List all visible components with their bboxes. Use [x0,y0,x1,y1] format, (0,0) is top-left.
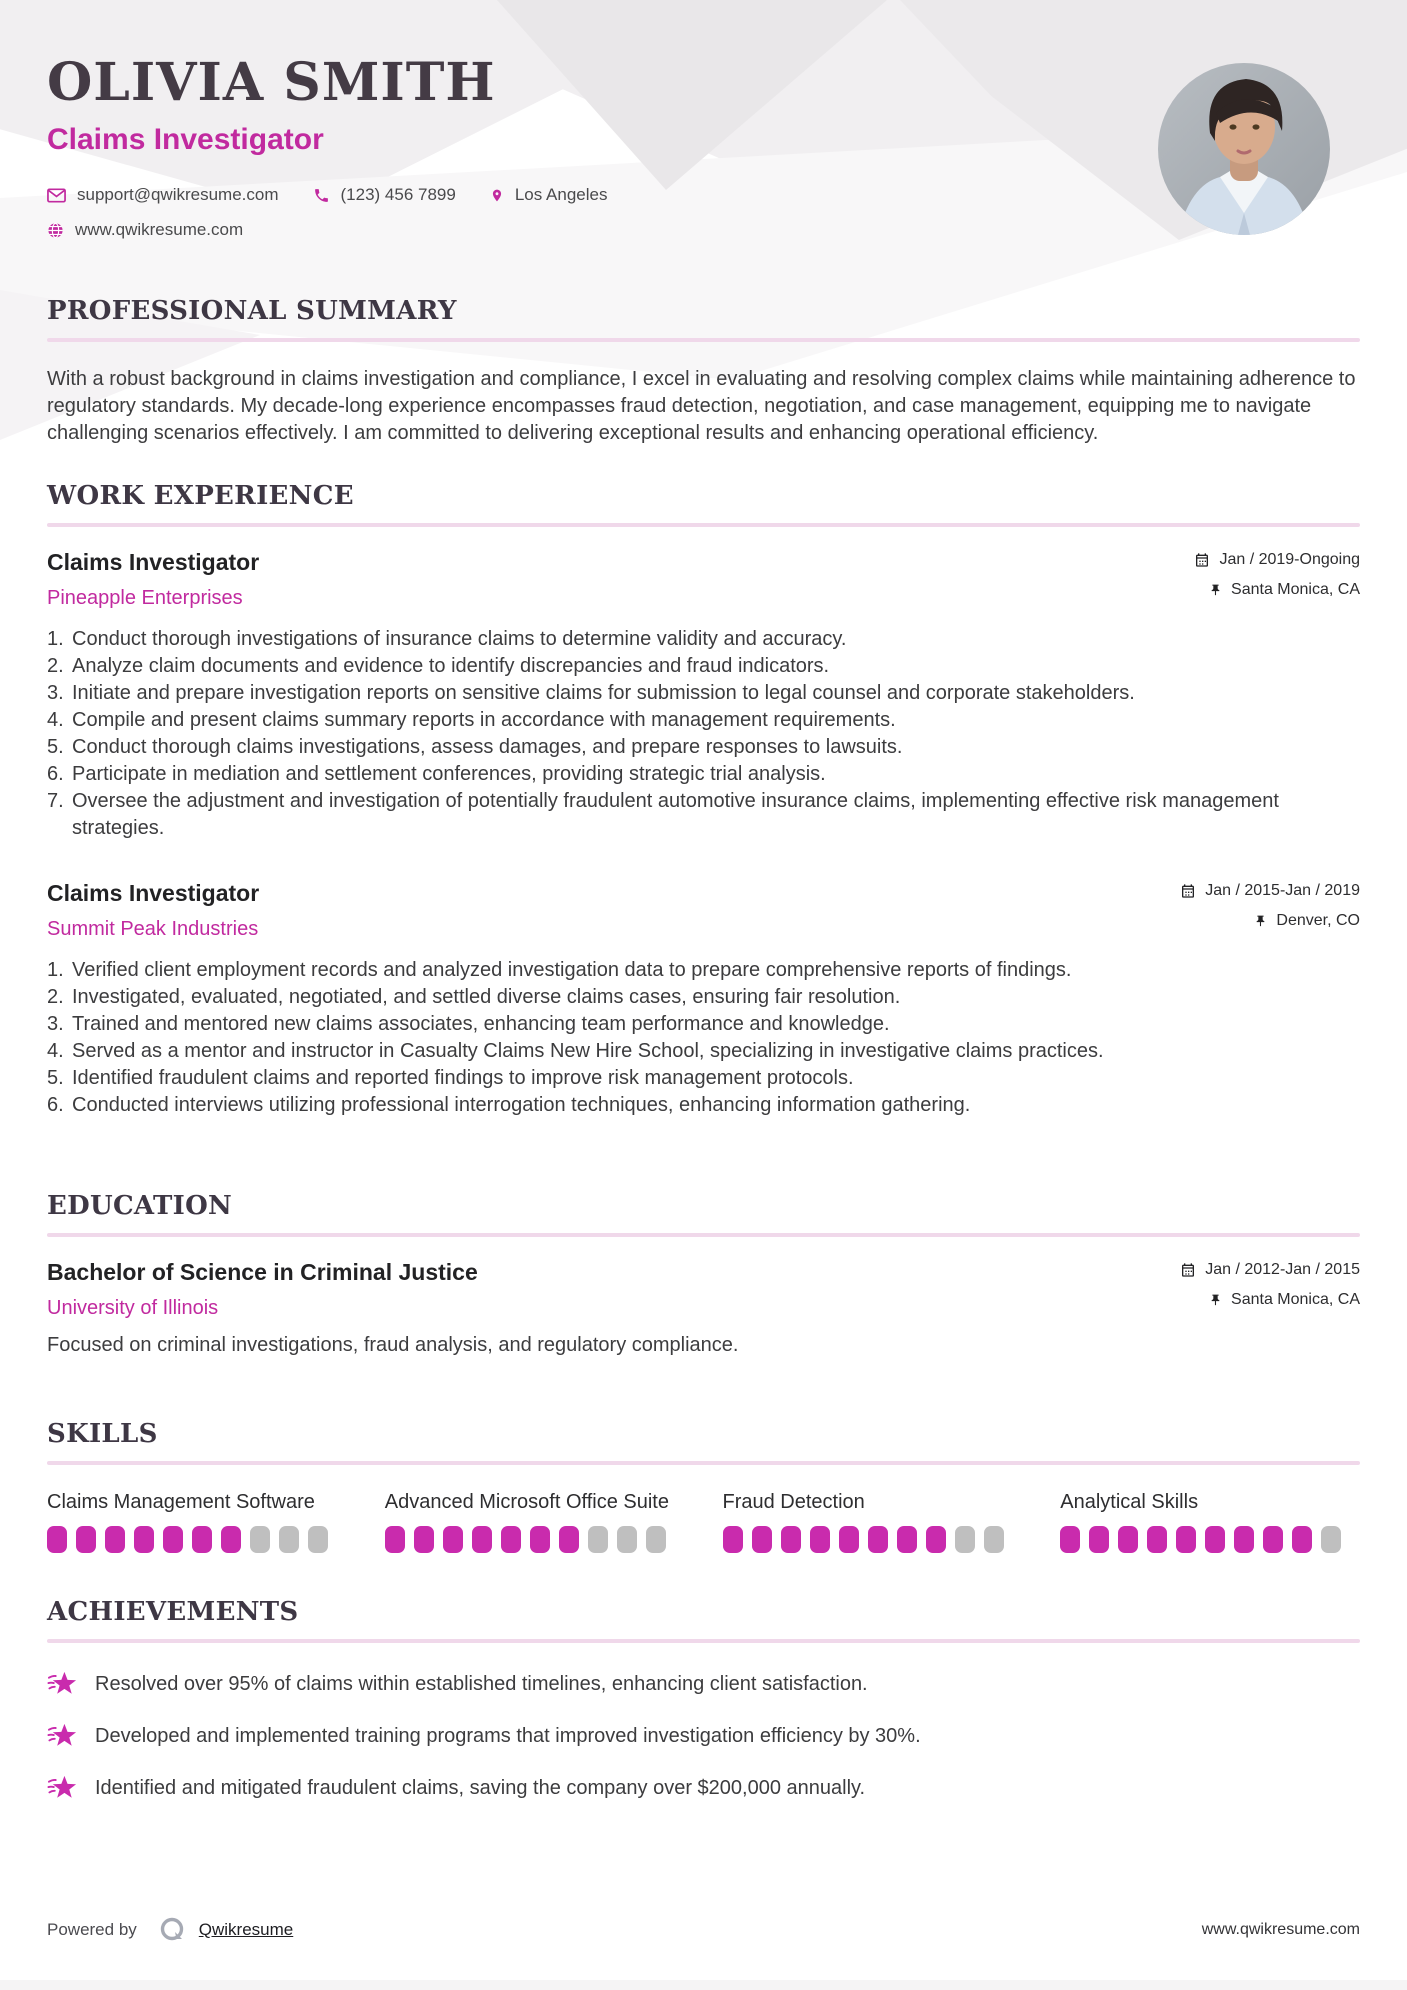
job-entry-header [47,880,1360,941]
skill-dot [221,1526,241,1553]
achievement-text: Resolved over 95% of claims within established timelines, enhancing client satisfaction. [95,1673,868,1695]
achievement-text: Developed and implemented training programs that improved investigation efficiency by 30%. [95,1725,921,1747]
skill-dot [1321,1526,1341,1553]
job-company: Pineapple Enterprises [47,587,243,609]
page-footer [47,1916,1360,1944]
contact-location-label: Los Angeles [514,185,608,204]
job-bullet: Identified fraudulent claims and reported findings to improve risk management protocols. [72,1067,854,1089]
job-location [1180,912,1360,930]
education-meta [1180,1261,1360,1321]
experience-heading: WORK EXPERIENCE [47,481,354,511]
section-divider [47,338,1360,342]
pushpin-icon [1254,913,1267,929]
job-location-label: Denver, CO [1276,912,1360,929]
achievement-item [47,1669,1360,1700]
skill-dot [105,1526,125,1553]
skill-dot [752,1526,772,1553]
achievements-heading: ACHIEVEMENTS [47,1597,299,1627]
person-job-title: Claims Investigator [47,123,324,156]
education-dates [1180,1261,1360,1279]
calendar-icon [1180,883,1196,899]
job-bullet: Analyze claim documents and evidence to identify discrepancies and fraud indicators. [72,655,830,677]
job-meta [1194,551,1360,611]
calendar-icon [1194,552,1210,568]
skill-dot [955,1526,975,1553]
contact-email[interactable] [47,185,279,205]
skill-dot [559,1526,579,1553]
job-bullet: Compile and present claims summary reports in accordance with management requirements. [72,709,896,731]
job-bullet: Served as a mentor and instructor in Casualty Claims New Hire School, specializing in investigative claims practices. [72,1040,1104,1062]
job-bullet-list [47,626,1360,842]
job-bullet: Conduct thorough investigations of insurance claims to determine validity and accuracy. [72,628,847,650]
skill-dot [617,1526,637,1553]
education-entry-header [47,1259,1360,1357]
summary-heading: PROFESSIONAL SUMMARY [47,296,457,326]
skill-item [1060,1489,1360,1553]
skill-dot [646,1526,666,1553]
skill-dot [530,1526,550,1553]
skill-dot [810,1526,830,1553]
skill-name: Fraud Detection [722,1491,865,1513]
skill-dot [250,1526,270,1553]
shooting-star-icon [47,1721,78,1752]
skill-dot [897,1526,917,1553]
skill-rating [385,1526,685,1553]
globe-icon [47,222,64,239]
skill-dot [134,1526,154,1553]
skill-dot [385,1526,405,1553]
skill-dot [443,1526,463,1553]
powered-by-label: Powered by [47,1920,137,1939]
envelope-icon [47,188,66,203]
skill-dot [279,1526,299,1553]
job-bullet: Conduct thorough claims investigations, assess damages, and prepare responses to lawsuits. [72,736,903,758]
contact-phone[interactable] [313,185,456,205]
skill-dot [1205,1526,1225,1553]
job-dates [1194,551,1360,569]
skill-rating [723,1526,1023,1553]
job-meta [1180,882,1360,942]
job-company: Summit Peak Industries [47,918,259,940]
contact-phone-label: (123) 456 7899 [340,185,456,204]
skill-dot [1176,1526,1196,1553]
skill-dot [163,1526,183,1553]
job-location [1194,581,1360,599]
job-title: Claims Investigator [47,880,260,906]
job-bullet: Verified client employment records and analyzed investigation data to prepare comprehensive reports of findings. [72,959,1072,981]
contact-website[interactable] [47,220,243,240]
skill-dot [839,1526,859,1553]
skill-dot [1263,1526,1283,1553]
job-bullet: Oversee the adjustment and investigation of potentially fraudulent automotive insurance claims, implementing effective risk management strategies. [72,790,1279,839]
skill-dot [1147,1526,1167,1553]
job-bullet: Conducted interviews utilizing professional interrogation techniques, enhancing information gathering. [72,1094,971,1116]
skill-dot [1089,1526,1109,1553]
job-bullet: Investigated, evaluated, negotiated, and settled diverse claims cases, ensuring fair resolution. [72,986,901,1008]
education-location-label: Santa Monica, CA [1231,1291,1360,1308]
shooting-star-icon [47,1773,78,1804]
job-entry-header [47,549,1360,610]
section-divider [47,1639,1360,1643]
skill-dot [472,1526,492,1553]
skill-dot [192,1526,212,1553]
section-divider [47,523,1360,527]
skill-item [385,1489,685,1553]
summary-text: With a robust background in claims investigation and compliance, I excel in evaluating and resolving complex claims while maintaining adherence to regulatory standards. My decade-long experience encompasses fraud detection, negotiation, and case management, equipping me to navigate challenging scenarios effectively. I am committed to delivering exceptional results and enhancing operational efficiency. [47,368,1356,444]
job-dates-label: Jan / 2015-Jan / 2019 [1205,882,1360,899]
education-school: University of Illinois [47,1297,219,1319]
contact-location [490,185,608,205]
contact-website-label: www.qwikresume.com [75,220,244,239]
education-location [1180,1291,1360,1309]
skill-rating [47,1526,347,1553]
skill-dot [926,1526,946,1553]
skill-dot [501,1526,521,1553]
job-bullet-list [47,957,1360,1119]
achievement-item [47,1773,1360,1804]
skill-item [47,1489,347,1553]
skill-name: Analytical Skills [1060,1491,1199,1513]
q-circle-logo [159,1916,187,1944]
education-degree: Bachelor of Science in Criminal Justice [47,1259,478,1285]
job-bullet: Initiate and prepare investigation reports on sensitive claims for submission to legal counsel and corporate stakeholders. [72,682,1135,704]
skill-dot [1292,1526,1312,1553]
contact-row [47,220,1360,240]
skill-dot [1060,1526,1080,1553]
skill-dot [1118,1526,1138,1553]
job-bullet: Participate in mediation and settlement conferences, providing strategic trial analysis. [72,763,826,785]
skills-grid [47,1489,1360,1553]
section-divider [47,1233,1360,1237]
footer-website-link[interactable]: www.qwikresume.com [1201,1921,1360,1938]
job-dates-label: Jan / 2019-Ongoing [1219,551,1360,568]
contact-email-label: support@qwikresume.com [77,185,279,204]
skill-dot [414,1526,434,1553]
job-bullet: Trained and mentored new claims associates, enhancing team performance and knowledge. [72,1013,890,1035]
contact-row [47,185,1360,205]
phone-icon [313,187,330,204]
achievement-item [47,1721,1360,1752]
skill-dot [1234,1526,1254,1553]
section-divider [47,1461,1360,1465]
education-dates-label: Jan / 2012-Jan / 2015 [1205,1261,1360,1278]
skill-dot [47,1526,67,1553]
skill-dot [781,1526,801,1553]
skill-rating [1060,1526,1360,1553]
skill-dot [868,1526,888,1553]
map-pin-icon [490,186,504,205]
skill-dot [984,1526,1004,1553]
skill-dot [308,1526,328,1553]
job-dates [1180,882,1360,900]
skill-name: Advanced Microsoft Office Suite [384,1491,669,1513]
skills-heading: SKILLS [47,1419,158,1449]
skill-dot [723,1526,743,1553]
achievements-list [47,1669,1360,1804]
achievement-text: Identified and mitigated fraudulent claims, saving the company over $200,000 annually. [95,1777,866,1799]
skill-dot [76,1526,96,1553]
calendar-icon [1180,1262,1196,1278]
education-description: Focused on criminal investigations, fraud analysis, and regulatory compliance. [47,1334,739,1356]
skill-item [723,1489,1023,1553]
brand-link[interactable]: Qwikresume [198,1920,294,1939]
job-title: Claims Investigator [47,549,260,575]
shooting-star-icon [47,1669,78,1700]
job-location-label: Santa Monica, CA [1231,581,1360,598]
pushpin-icon [1209,582,1222,598]
pushpin-icon [1209,1292,1222,1308]
person-name: OLIVIA SMITH [47,52,496,113]
bottom-edge-strip [0,1980,1407,1990]
powered-by [47,1916,293,1944]
education-heading: EDUCATION [47,1191,233,1221]
skill-dot [588,1526,608,1553]
skill-name: Claims Management Software [47,1491,315,1513]
